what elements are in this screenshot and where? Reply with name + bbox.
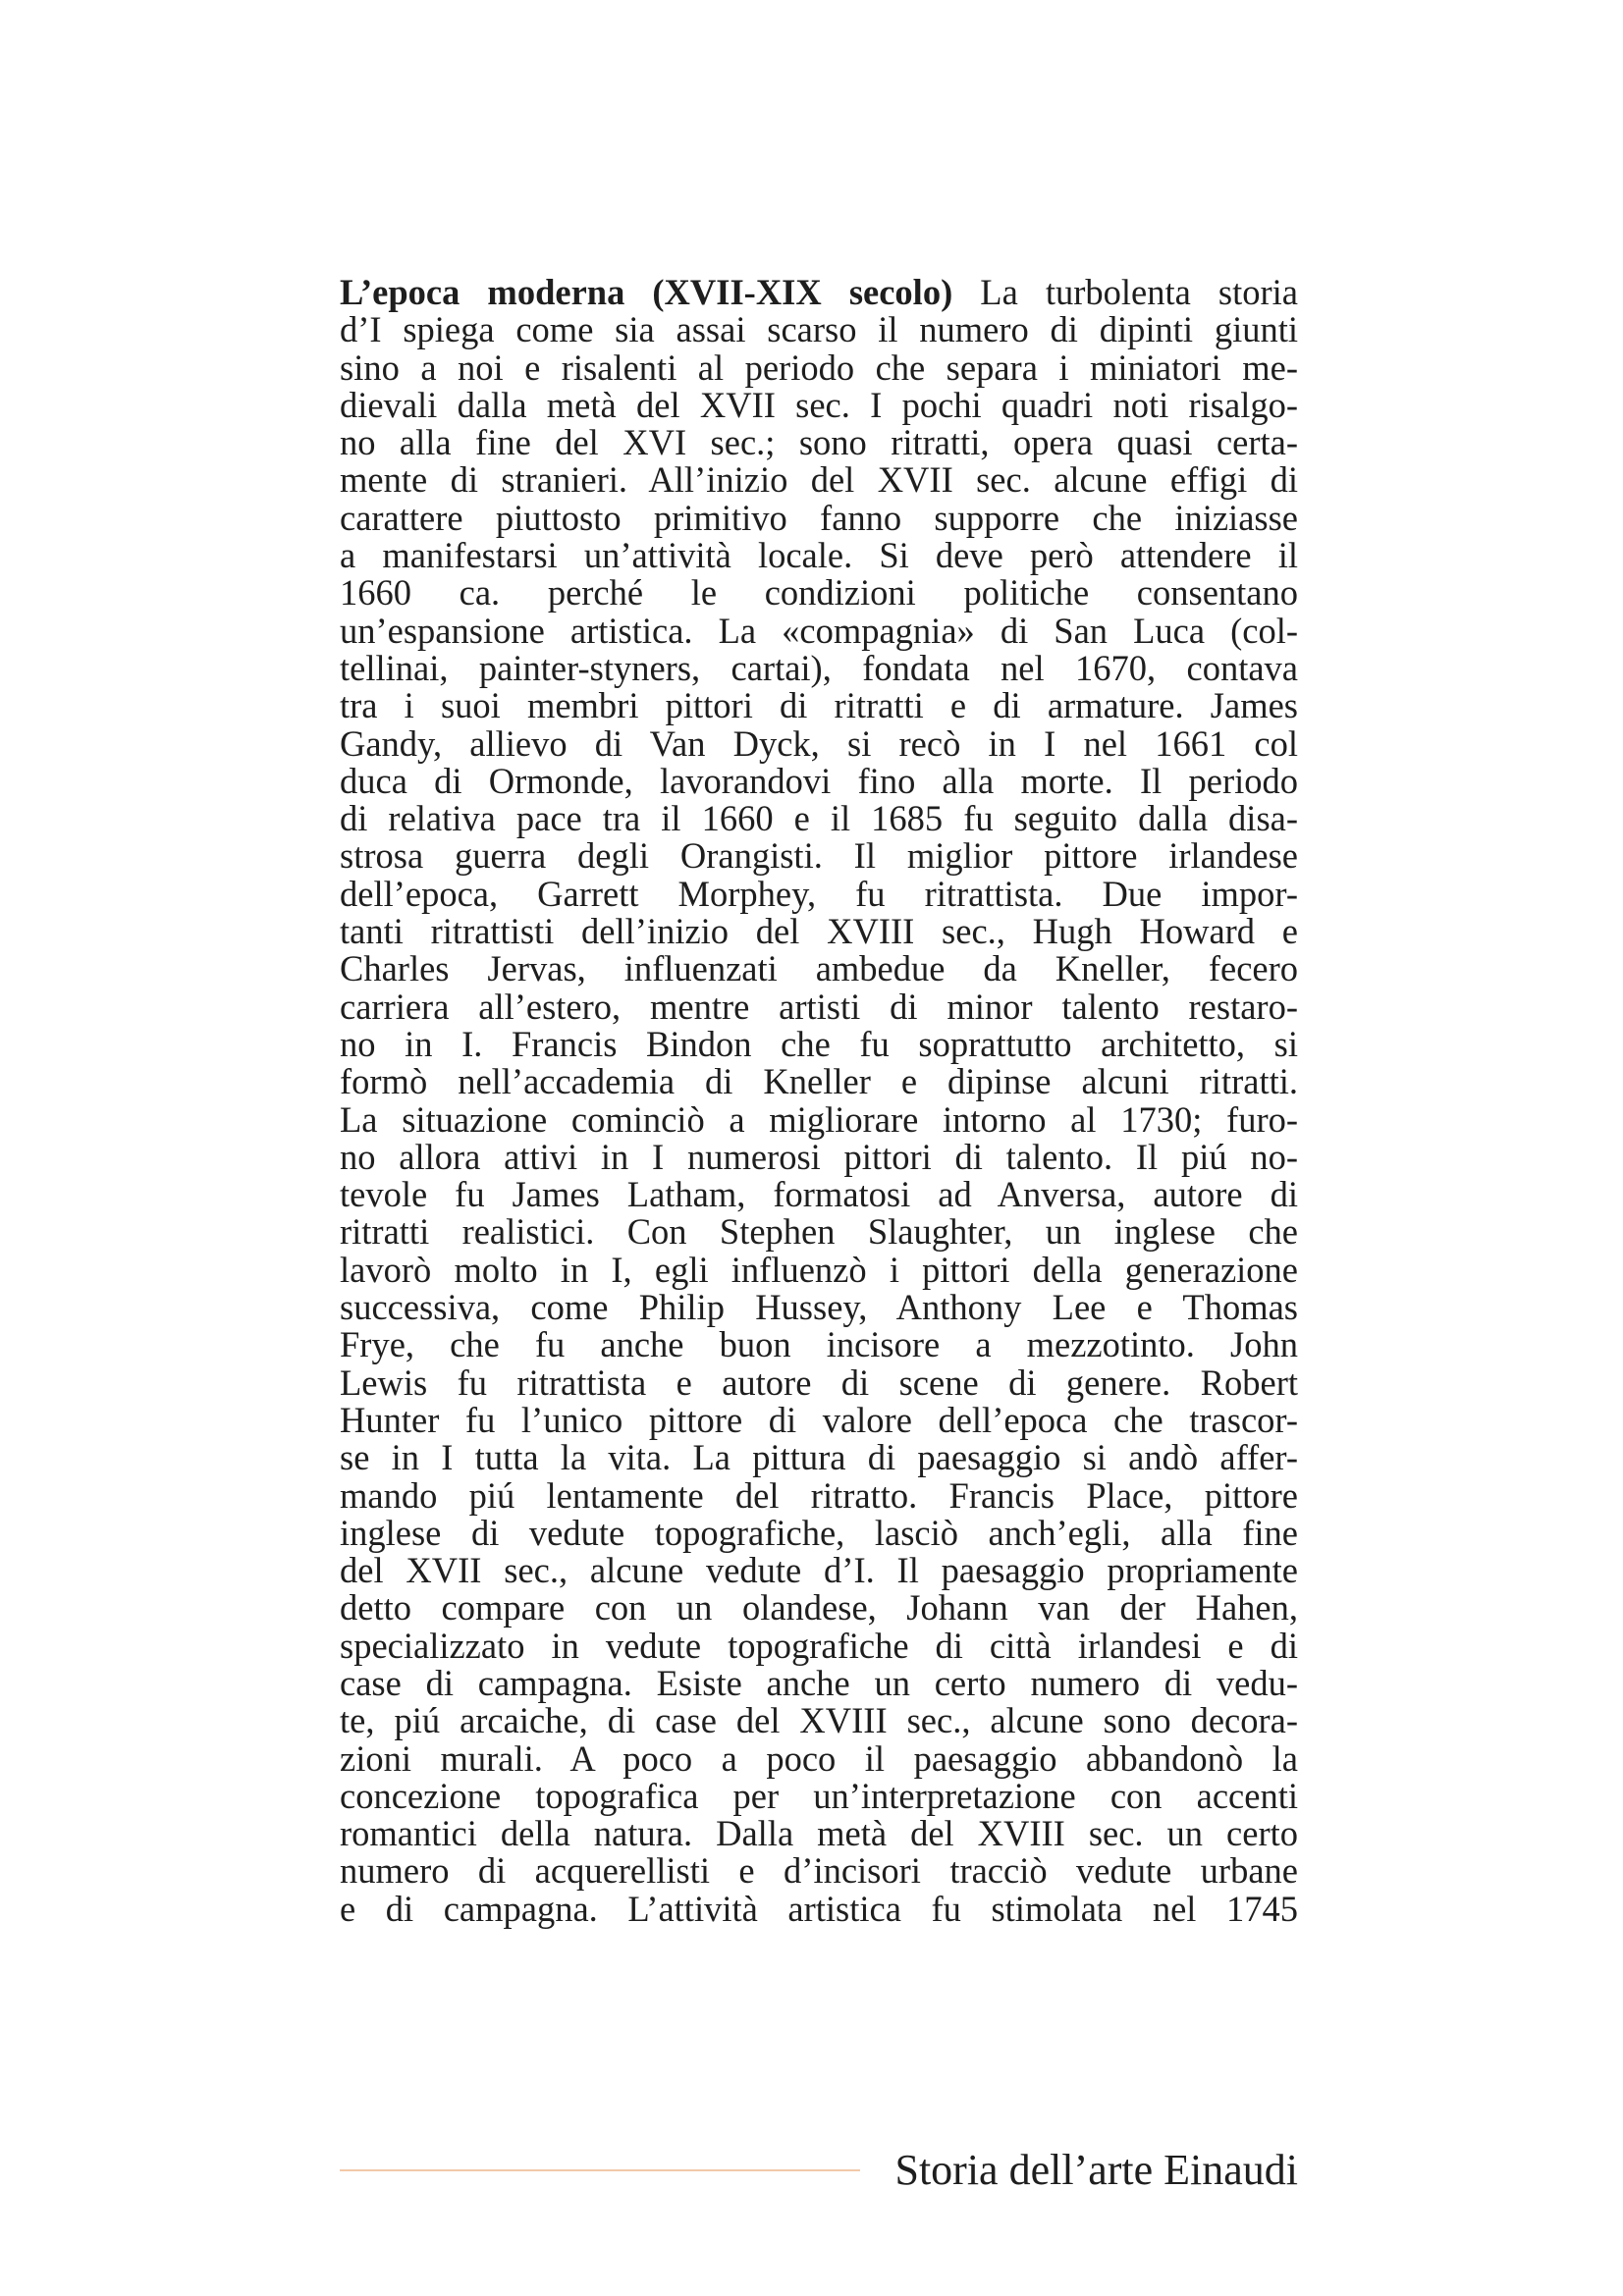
text-line: dell’epoca, Garrett Morphey, fu ritrattista. Due impor-: [340, 873, 1298, 914]
text-line: Frye, che fu anche buon incisore a mezzotinto. John: [340, 1324, 1298, 1365]
text-line: mando piú lentamente del ritratto. Francis Place, pittore: [340, 1474, 1298, 1516]
text-line: te, piú arcaiche, di case del XVIII sec., alcune sono decora-: [340, 1700, 1298, 1741]
text-line: Hunter fu l’unico pittore di valore dell’epoca che trascor-: [340, 1399, 1298, 1440]
text-line: case di campagna. Esiste anche un certo numero di vedu-: [340, 1662, 1298, 1703]
text-line: [340, 274, 1298, 311]
text-line: mente di stranieri. All’inizio del XVII sec. alcune effigi di: [340, 459, 1298, 501]
text-line: ritratti realistici. Con Stephen Slaughter, un inglese che: [340, 1211, 1298, 1253]
text-line: carriera all’estero, mentre artisti di minor talento restaro-: [340, 986, 1298, 1027]
text-line: se in I tutta la vita. La pittura di paesaggio si andò affer-: [340, 1437, 1298, 1478]
text-line: no in I. Francis Bindon che fu soprattutto architetto, si: [340, 1023, 1298, 1064]
text-line: carattere piuttosto primitivo fanno supporre che iniziasse: [340, 497, 1298, 538]
text-line: lavorò molto in I, egli influenzò i pittori della generazione: [340, 1249, 1298, 1290]
text-line: a manifestarsi un’attività locale. Si deve però attendere il: [340, 535, 1298, 576]
text-line: strosa guerra degli Orangisti. Il miglior pittore irlandese: [340, 835, 1298, 877]
page-footer: [340, 2146, 1298, 2195]
text-line: zioni murali. A poco a poco il paesaggio abbandonò la: [340, 1737, 1298, 1779]
section-heading: L’epoca moderna (XVII-XIX secolo): [340, 272, 953, 312]
text-line: no alla fine del XVI sec.; sono ritratti, opera quasi certa-: [340, 422, 1298, 463]
text-line: romantici della natura. Dalla metà del XVIII sec. un certo: [340, 1813, 1298, 1854]
text-line: 1660 ca. perché le condizioni politiche consentano: [340, 572, 1298, 614]
footer-rule: [340, 2169, 860, 2171]
text-line: Gandy, allievo di Van Dyck, si recò in I nel 1661 col: [340, 722, 1298, 764]
text-line: numero di acquerellisti e d’incisori tracciò vedute urbane: [340, 1850, 1298, 1892]
text-line: Lewis fu ritrattista e autore di scene di genere. Robert: [340, 1362, 1298, 1403]
text-line: inglese di vedute topografiche, lasciò anch’egli, alla fine: [340, 1512, 1298, 1553]
text-line: dievali dalla metà del XVII sec. I pochi quadri noti risalgo-: [340, 384, 1298, 425]
text-line: detto compare con un olandese, Johann van der Hahen,: [340, 1587, 1298, 1629]
footer-title: Storia dell’arte Einaudi: [894, 2146, 1298, 2194]
text-line: formò nell’accademia di Kneller e dipinse alcuni ritratti.: [340, 1061, 1298, 1102]
text-line: tellinai, painter-styners, cartai), fondata nel 1670, contava: [340, 647, 1298, 688]
text-line: Charles Jervas, influenzati ambedue da Kneller, fecero: [340, 948, 1298, 989]
text-line: un’espansione artistica. La «compagnia» di San Luca (col-: [340, 610, 1298, 651]
text-line: successiva, come Philip Hussey, Anthony Lee e Thomas: [340, 1287, 1298, 1328]
text-line: e di campagna. L’attività artistica fu stimolata nel 1745: [340, 1888, 1298, 1929]
text-line: d’I spiega come sia assai scarso il numero di dipinti giunti: [340, 309, 1298, 350]
text-line: tevole fu James Latham, formatosi ad Anversa, autore di: [340, 1174, 1298, 1215]
text-line: del XVII sec., alcune vedute d’I. Il paesaggio propriamente: [340, 1550, 1298, 1591]
text-line: La situazione cominciò a migliorare intorno al 1730; furo-: [340, 1098, 1298, 1140]
text-line: specializzato in vedute topografiche di città irlandesi e di: [340, 1625, 1298, 1666]
text-line: tra i suoi membri pittori di ritratti e di armature. James: [340, 685, 1298, 726]
line-text: La turbolenta storia: [952, 272, 1298, 312]
text-line: no allora attivi in I numerosi pittori di talento. Il piú no-: [340, 1136, 1298, 1177]
body-text: [340, 274, 1298, 1928]
text-line: sino a noi e risalenti al periodo che separa i miniatori me-: [340, 347, 1298, 388]
text-line: concezione topografica per un’interpretazione con accenti: [340, 1775, 1298, 1816]
text-line: di relativa pace tra il 1660 e il 1685 fu seguito dalla disa-: [340, 798, 1298, 839]
text-line: tanti ritrattisti dell’inizio del XVIII sec., Hugh Howard e: [340, 911, 1298, 952]
text-line: duca di Ormonde, lavorandovi fino alla morte. Il periodo: [340, 760, 1298, 801]
